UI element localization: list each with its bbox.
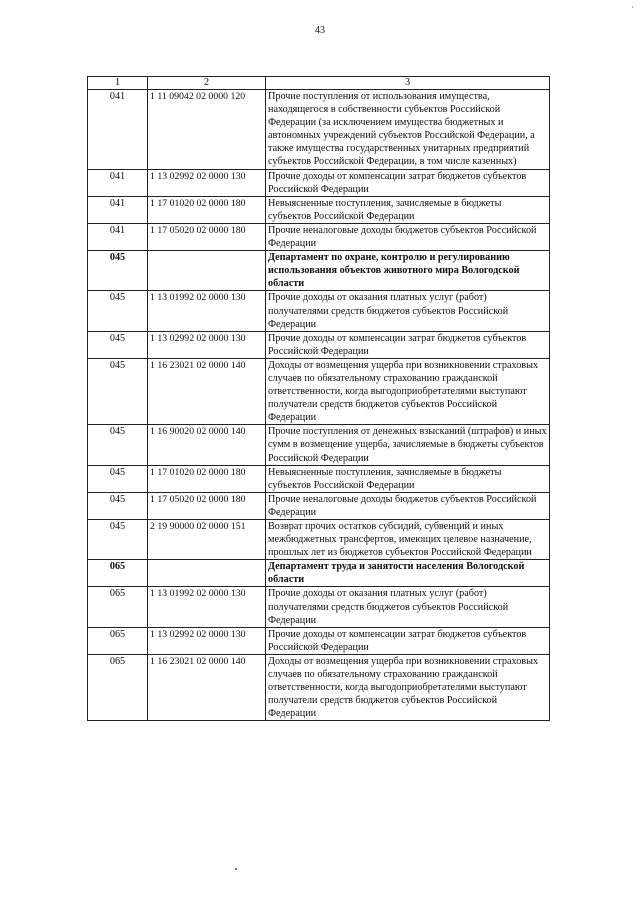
admin-code-cell: 065: [88, 654, 148, 720]
income-name-cell: Доходы от возмещения ущерба при возникновении страховых случаев по обязательному страхованию гражданской ответственности, когда выгодоприобретателями выступают получатели средств бюджетов субъектов Российской Федерации: [266, 654, 550, 720]
table-row: [88, 331, 550, 358]
corner-mark: ·: [631, 2, 634, 12]
income-name-cell: Прочие поступления от денежных взысканий (штрафов) и иных сумм в возмещение ущерба, зачисляемые в бюджеты субъектов Российской Федерации: [266, 425, 550, 465]
table-row: [88, 587, 550, 627]
income-code-cell: 1 13 02992 02 0000 130: [148, 627, 266, 654]
income-code-cell: 2 19 90000 02 0000 151: [148, 520, 266, 560]
income-name-cell: Прочие неналоговые доходы бюджетов субъектов Российской Федерации: [266, 223, 550, 250]
admin-code-cell: 041: [88, 90, 148, 170]
income-name-cell: Доходы от возмещения ущерба при возникновении страховых случаев по обязательному страхованию гражданской ответственности, когда выгодоприобретателями выступают получатели средств бюджетов субъектов Российской Федерации: [266, 358, 550, 424]
table-body: [88, 90, 550, 721]
income-name-cell: Невыясненные поступления, зачисляемые в бюджеты субъектов Российской Федерации: [266, 196, 550, 223]
table-row: [88, 169, 550, 196]
income-code-cell: 1 13 01992 02 0000 130: [148, 587, 266, 627]
table-row: [88, 627, 550, 654]
income-name-cell: Возврат прочих остатков субсидий, субвенций и иных межбюджетных трансфертов, имеющих целевое назначение, прошлых лет из бюджетов субъектов Российской Федерации: [266, 520, 550, 560]
table-row: [88, 425, 550, 465]
admin-code-cell: 045: [88, 251, 148, 291]
income-code-cell: 1 16 90020 02 0000 140: [148, 425, 266, 465]
table-header-row: [88, 77, 550, 90]
table-row: [88, 492, 550, 519]
income-name-cell: Невыясненные поступления, зачисляемые в бюджеты субъектов Российской Федерации: [266, 465, 550, 492]
income-name-cell: Прочие неналоговые доходы бюджетов субъектов Российской Федерации: [266, 492, 550, 519]
scan-dot: [235, 868, 237, 870]
admin-code-cell: 045: [88, 465, 148, 492]
column-header-code: 2: [148, 77, 266, 90]
income-code-cell: 1 17 05020 02 0000 180: [148, 223, 266, 250]
admin-code-cell: 045: [88, 520, 148, 560]
income-code-cell: 1 17 05020 02 0000 180: [148, 492, 266, 519]
admin-code-cell: 041: [88, 169, 148, 196]
table-row: [88, 465, 550, 492]
income-name-cell: Департамент по охране, контролю и регулированию использования объектов животного мира Вологодской области: [266, 251, 550, 291]
table-row: [88, 196, 550, 223]
income-name-cell: Прочие доходы от компенсации затрат бюджетов субъектов Российской Федерации: [266, 627, 550, 654]
admin-code-cell: 045: [88, 492, 148, 519]
income-codes-table: [87, 76, 550, 721]
income-code-cell: 1 17 01020 02 0000 180: [148, 196, 266, 223]
column-header-admin: 1: [88, 77, 148, 90]
income-code-cell: 1 13 02992 02 0000 130: [148, 331, 266, 358]
admin-code-cell: 065: [88, 627, 148, 654]
table-row: [88, 90, 550, 170]
admin-code-cell: 041: [88, 223, 148, 250]
table-row: [88, 654, 550, 720]
admin-code-cell: 045: [88, 358, 148, 424]
income-code-cell: [148, 251, 266, 291]
income-code-cell: 1 16 23021 02 0000 140: [148, 358, 266, 424]
admin-code-cell: 045: [88, 291, 148, 331]
admin-code-cell: 045: [88, 425, 148, 465]
page-number: 43: [315, 25, 325, 36]
income-name-cell: Прочие доходы от оказания платных услуг (работ) получателями средств бюджетов субъектов Российской Федерации: [266, 587, 550, 627]
admin-code-cell: 065: [88, 560, 148, 587]
admin-code-cell: 045: [88, 331, 148, 358]
income-code-cell: [148, 560, 266, 587]
department-row: [88, 251, 550, 291]
income-name-cell: Прочие поступления от использования имущества, находящегося в собственности субъектов Российской Федерации (за исключением имущества бюджетных и автономных учреждений субъектов Российской Федерации, а также имущества государственных унитарных предприятий субъектов Российской Федерации, в том числе казенных): [266, 90, 550, 170]
table-row: [88, 291, 550, 331]
admin-code-cell: 041: [88, 196, 148, 223]
income-code-cell: 1 13 01992 02 0000 130: [148, 291, 266, 331]
income-code-cell: 1 11 09042 02 0000 120: [148, 90, 266, 170]
income-name-cell: Прочие доходы от оказания платных услуг (работ) получателями средств бюджетов субъектов Российской Федерации: [266, 291, 550, 331]
income-code-cell: 1 16 23021 02 0000 140: [148, 654, 266, 720]
table-row: [88, 520, 550, 560]
income-name-cell: Департамент труда и занятости населения Вологодской области: [266, 560, 550, 587]
income-code-cell: 1 17 01020 02 0000 180: [148, 465, 266, 492]
income-code-cell: 1 13 02992 02 0000 130: [148, 169, 266, 196]
column-header-name: 3: [266, 77, 550, 90]
income-name-cell: Прочие доходы от компенсации затрат бюджетов субъектов Российской Федерации: [266, 331, 550, 358]
table-row: [88, 223, 550, 250]
admin-code-cell: 065: [88, 587, 148, 627]
income-name-cell: Прочие доходы от компенсации затрат бюджетов субъектов Российской Федерации: [266, 169, 550, 196]
department-row: [88, 560, 550, 587]
table-row: [88, 358, 550, 424]
